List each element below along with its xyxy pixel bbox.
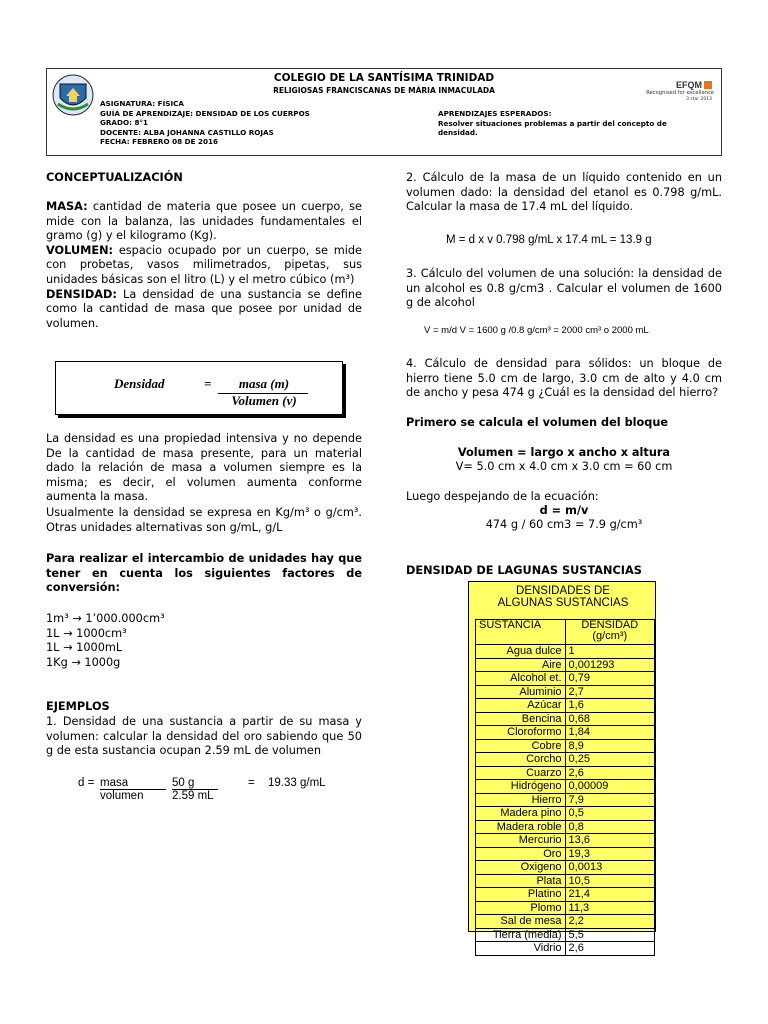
substance-cell: Vidrio xyxy=(476,942,566,956)
volume-label: Volumen xyxy=(457,446,514,459)
substance-cell: Aluminio xyxy=(476,685,566,699)
example-1-formula xyxy=(78,777,368,807)
substance-cell: Sal de mesa xyxy=(476,915,566,929)
table-row xyxy=(476,942,655,956)
substance-cell: Agua dulce xyxy=(476,645,566,659)
density-cell: 2,7 xyxy=(565,685,654,699)
example-4-text: 4. Cálculo de densidad para sólidos: un bloque de hierro tiene 5.0 cm de largo, 3.0 cm de alto y 4.0 cm de ancho y pesa 474 g ¿Cuál es la densidad del hierro? xyxy=(406,357,722,400)
table-row xyxy=(476,847,655,861)
conversion-item: 1L → 1000mL xyxy=(46,641,123,655)
ex1-eq: = xyxy=(248,777,255,789)
table-row xyxy=(476,861,655,875)
expected-line1: Resolver situaciones problemas a partir del concepto de xyxy=(438,118,667,128)
density-cell: 1 xyxy=(565,645,654,659)
volumen-label: VOLUMEN: xyxy=(46,243,114,257)
efqm-stars: 3 star 2013 xyxy=(686,97,712,102)
expected-learning xyxy=(438,109,667,138)
efqm-sub: Recognised for excellence xyxy=(646,90,714,96)
substance-cell: Madera pino xyxy=(476,807,566,821)
table-row xyxy=(476,915,655,929)
density-cell: 0,68 xyxy=(565,712,654,726)
substance-cell: Madera roble xyxy=(476,820,566,834)
table-row xyxy=(476,901,655,915)
ex1-numerator-value: 50 g xyxy=(172,777,218,790)
header-info xyxy=(100,99,310,147)
density-table-grid xyxy=(475,619,655,956)
density-cell: 11,3 xyxy=(565,901,654,915)
table-row xyxy=(476,807,655,821)
formula-numerator: masa (m) xyxy=(238,376,290,391)
substance-cell: Cloroformo xyxy=(476,726,566,740)
table-row xyxy=(476,712,655,726)
school-name: COLEGIO DE LA SANTÍSIMA TRINIDAD xyxy=(273,72,495,84)
density-cell: 0,00009 xyxy=(565,780,654,794)
substance-cell: Mercurio xyxy=(476,834,566,848)
density-cell: 0,0013 xyxy=(565,861,654,875)
ex1-denominator: volumen xyxy=(100,790,144,802)
formula-eq: = xyxy=(204,376,212,391)
table-row xyxy=(476,645,655,659)
table-row xyxy=(476,928,655,942)
density-cell: 0,25 xyxy=(565,753,654,767)
conversion-item: 1Kg → 1000g xyxy=(46,655,121,669)
example-2-formula: M = d x v 0.798 g/mL x 17.4 mL = 13.9 g xyxy=(446,234,652,246)
subject-line: ASIGNATURA: FÍSICA xyxy=(100,99,184,108)
masa-definition xyxy=(46,200,362,244)
table-row xyxy=(476,672,655,686)
table-row xyxy=(476,780,655,794)
substance-cell: Tierra (media) xyxy=(476,928,566,942)
density-cell: 0,5 xyxy=(565,807,654,821)
table-row xyxy=(476,874,655,888)
conversion-item: 1L → 1000cm³ xyxy=(46,626,127,640)
substance-cell: Plomo xyxy=(476,901,566,915)
intensive-property-paragraph: La densidad es una propiedad intensiva y no depende De la cantidad de masa presente, para un material dado la relación de masa a volumen siempre es la misma; es decir, el volumen aumenta conforme aumenta la masa. xyxy=(46,432,362,504)
substance-cell: Bencina xyxy=(476,712,566,726)
substance-cell: Platino xyxy=(476,888,566,902)
volume-formula xyxy=(406,446,722,461)
ex1-result: 19.33 g/mL xyxy=(268,777,326,789)
density-formula-box xyxy=(55,361,343,415)
table-row xyxy=(476,834,655,848)
table-row xyxy=(476,793,655,807)
density-cell: 1,6 xyxy=(565,699,654,713)
guide-line: GUÍA DE APRENDIZAJE: DENSIDAD DE LOS CUERPOS xyxy=(100,108,310,118)
expected-title: APRENDIZAJES ESPERADOS: xyxy=(438,109,552,118)
density-cell: 7,9 xyxy=(565,793,654,807)
teacher-line: DOCENTE: ALBA JOHANNA CASTILLO ROJAS xyxy=(100,127,274,137)
densidad-text: La densidad de una sustancia se define como la cantidad de masa que posee por unidad de volumen. xyxy=(46,287,362,330)
masa-label: MASA: xyxy=(46,200,88,213)
densidad-definition xyxy=(46,288,362,332)
example-1-text: 1. Densidad de una sustancia a partir de su masa y volumen: calcular la densidad del oro sabiendo que 50 g de esta sustancia ocupan 2.59 mL de volumen xyxy=(46,715,362,758)
table-title: DENSIDADES DE ALGUNAS SUSTANCIAS xyxy=(497,585,629,609)
density-cell: 0,79 xyxy=(565,672,654,686)
example-4-then: Luego despejando de la ecuación: xyxy=(406,490,599,503)
substance-cell: Aire xyxy=(476,658,566,672)
density-header-line2: (g/cm³) xyxy=(592,630,628,642)
column-header-substance: SUSTANCIA xyxy=(476,620,566,645)
conversion-list xyxy=(46,612,165,670)
formula-denominator: Volumen (v) xyxy=(231,393,297,408)
table-row xyxy=(476,888,655,902)
substance-cell: Azúcar xyxy=(476,699,566,713)
grade-line: GRADO: 8°1 xyxy=(100,118,149,128)
efqm-logo-text: EFQM xyxy=(676,80,702,90)
density-cell: 19,3 xyxy=(565,847,654,861)
table-row xyxy=(476,699,655,713)
density-cell: 2,2 xyxy=(565,915,654,929)
volume-calculation: V= 5.0 cm x 4.0 cm x 3.0 cm = 60 cm xyxy=(455,460,673,473)
ex1-denominator-value: 2.59 mL xyxy=(172,790,214,802)
formula-lhs: Densidad xyxy=(114,376,165,391)
examples-title: EJEMPLOS xyxy=(46,700,110,713)
volumen-text: espacio ocupado por un cuerpo, se mide con probetas, vasos milimetrados, pipetas, sus unidades básicas son el litro (L) y el metro cúbico (m³) xyxy=(46,243,362,286)
substance-cell: Oxigeno xyxy=(476,861,566,875)
efqm-mark-icon xyxy=(704,81,712,89)
substance-cell: Cobre xyxy=(476,739,566,753)
order-name: RELIGIOSAS FRANCISCANAS DE MÁRIA INMACULADA xyxy=(273,86,495,95)
density-cell: 8,9 xyxy=(565,739,654,753)
table-body xyxy=(476,645,655,956)
definitions xyxy=(46,200,362,331)
section-title: CONCEPTUALIZACIÓN xyxy=(46,171,183,184)
table-row xyxy=(476,726,655,740)
density-table xyxy=(468,581,656,954)
substance-cell: Hidrógeno xyxy=(476,780,566,794)
density-cell: 21,4 xyxy=(565,888,654,902)
table-row xyxy=(476,820,655,834)
masa-text: cantidad de materia que posee un cuerpo, se mide con la balanza, las unidades fundamentales el gramo (g) y el kilogramo (Kg). xyxy=(46,200,362,243)
density-cell: 5,5 xyxy=(565,928,654,942)
density-cell: 0,8 xyxy=(565,820,654,834)
conversion-intro: Para realizar el intercambio de unidades hay que tener en cuenta los siguientes factores de conversión: xyxy=(46,552,362,595)
table-row xyxy=(476,658,655,672)
density-cell: 2,6 xyxy=(565,942,654,956)
density-header-line1: DENSIDAD xyxy=(581,619,639,631)
substance-cell: Alcohol et. xyxy=(476,672,566,686)
conversion-item: 1m³ → 1’000.000cm³ xyxy=(46,612,165,625)
substance-cell: Corcho xyxy=(476,753,566,767)
table-row xyxy=(476,753,655,767)
density-calculation: 474 g / 60 cm3 = 7.9 g/cm³ xyxy=(485,518,643,531)
volumen-definition xyxy=(46,244,362,288)
substance-cell: Hierro xyxy=(476,793,566,807)
substance-cell: Cuarzo xyxy=(476,766,566,780)
ex1-d: d = xyxy=(78,777,95,789)
date-line: FECHA: FEBRERO 08 DE 2016 xyxy=(100,137,218,147)
example-3-formula: V = m/d V = 1600 g /0.8 g/cm³ = 2000 cm³ o 2000 mL xyxy=(424,325,649,336)
substance-cell: Oro xyxy=(476,847,566,861)
table-row xyxy=(476,766,655,780)
table-row xyxy=(476,739,655,753)
table-header-row xyxy=(476,620,655,645)
expected-line2: densidad. xyxy=(438,128,478,138)
example-3-text: 3. Cálculo del volumen de una solución: la densidad de un alcohol es 0.8 g/cm3 . Calcular el volumen de 1600 g de alcohol xyxy=(406,267,722,310)
column-header-density xyxy=(565,620,654,645)
densidad-label: DENSIDAD: xyxy=(46,287,117,301)
density-cell: 2,6 xyxy=(565,766,654,780)
efqm-logo xyxy=(636,80,714,106)
example-4-first: Primero se calcula el volumen del bloque xyxy=(406,416,669,429)
substance-cell: Plata xyxy=(476,874,566,888)
table-row xyxy=(476,685,655,699)
density-cell: 1,84 xyxy=(565,726,654,740)
density-cell: 13,6 xyxy=(565,834,654,848)
density-cell: 0,001293 xyxy=(565,658,654,672)
density-cell: 10,5 xyxy=(565,874,654,888)
table-heading: DENSIDAD DE LAGUNAS SUSTANCIAS xyxy=(406,564,642,577)
volume-rest: = largo x ancho x altura xyxy=(513,446,671,459)
ex1-numerator: masa xyxy=(100,777,166,790)
example-2-text: 2. Cálculo de la masa de un líquido contenido en un volumen dado: la densidad del etanol es 0.798 g/mL. Calcular la masa de 17.4 mL del líquido. xyxy=(406,171,722,214)
density-equation: d = m/v xyxy=(539,504,589,517)
units-paragraph: Usualmente la densidad se expresa en Kg/m³ o g/cm³. Otras unidades alternativas son g/mL, g/L xyxy=(46,506,362,534)
